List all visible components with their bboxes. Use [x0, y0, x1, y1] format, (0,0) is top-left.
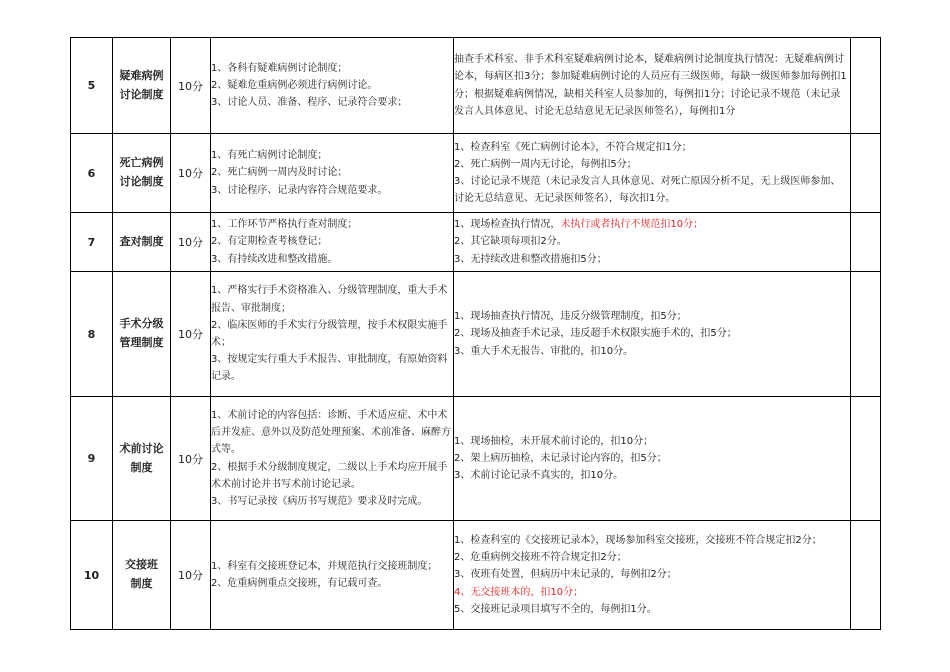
item-name: 交接班 制度	[113, 521, 171, 630]
table-row	[71, 521, 881, 630]
item-name: 术前讨论 制度	[113, 397, 171, 521]
row-number: 8	[71, 272, 113, 397]
score: 10分	[171, 134, 211, 213]
criteria-text: 1、检查科室的《交接班记录本》，现场参加科室交接班，交接班不符合规定扣2分； 2、危重病例交接班不符合规定扣2分； 3、夜班有处置，但病历中未记录的，每例扣2分； 4、无交接班本的，扣10分； 5、交接班记录项目填写不全的，每例扣1分。	[454, 521, 851, 630]
standard-text: 1、科室有交接班登记本，并规范执行交接班制度； 2、危重病例重点交接班，有记载可查。	[211, 521, 454, 630]
score: 10分	[171, 38, 211, 134]
item-name: 疑难病例 讨论制度	[113, 38, 171, 134]
score: 10分	[171, 272, 211, 397]
standard-text: 1、各科有疑难病例讨论制度； 2、疑难危重病例必须进行病例讨论。 3、讨论人员、准备、程序、记录符合要求；	[211, 38, 454, 134]
criteria-text: 抽查手术科室、非手术科室疑难病例讨论本，疑难病例讨论制度执行情况：无疑难病例讨论本，每病区扣3分；参加疑难病例讨论的人员应有三级医师，每缺一级医师参加每例扣1分；根据疑难病例情况，缺相关科室人员参加的，每例扣1分；讨论记录不规范（未记录发言人具体意见、讨论无总结意见无记录医师签名），每例扣1分	[454, 38, 851, 134]
row-number: 5	[71, 38, 113, 134]
standard-text: 1、工作环节严格执行查对制度； 2、有定期检查考核登记； 3、有持续改进和整改措施。	[211, 213, 454, 272]
row-number: 6	[71, 134, 113, 213]
standard-text: 1、术前讨论的内容包括：诊断、手术适应症、术中术后并发症、意外以及防范处理预案、术前准备、麻醉方式等。 2、根据手术分级制度规定，二级以上手术均应开展手术术前讨论并书写术前讨论记录。 3、书写记录按《病历书写规范》要求及时完成。	[211, 397, 454, 521]
empty-cell	[851, 134, 881, 213]
row-number: 7	[71, 213, 113, 272]
standard-text: 1、严格实行手术资格准入、分级管理制度，重大手术报告、审批制度； 2、临床医师的手术实行分级管理，按手术权限实施手术； 3、按规定实行重大手术报告、审批制度，有原始资料记录。	[211, 272, 454, 397]
item-name: 死亡病例 讨论制度	[113, 134, 171, 213]
empty-cell	[851, 213, 881, 272]
criteria-text: 1、现场抽查执行情况，违反分级管理制度，扣5分； 2、现场及抽查手术记录，违反超手术权限实施手术的，扣5分； 3、重大手术无报告、审批的，扣10分。	[454, 272, 851, 397]
table-row	[71, 213, 881, 272]
score: 10分	[171, 397, 211, 521]
table-row	[71, 134, 881, 213]
criteria-text: 1、现场检查执行情况，未执行或者执行不规范扣10分； 2、其它缺项每项扣2分。 3、无持续改进和整改措施扣5分；	[454, 213, 851, 272]
empty-cell	[851, 521, 881, 630]
row-number: 10	[71, 521, 113, 630]
empty-cell	[851, 397, 881, 521]
criteria-text: 1、现场抽检，未开展术前讨论的，扣10分； 2、架上病历抽检，未记录讨论内容的，扣5分； 3、术前讨论记录不真实的，扣10分。	[454, 397, 851, 521]
item-name: 查对制度	[113, 213, 171, 272]
empty-cell	[851, 38, 881, 134]
item-name: 手术分级 管理制度	[113, 272, 171, 397]
table-row	[71, 272, 881, 397]
evaluation-table	[70, 37, 881, 630]
criteria-text: 1、检查科室《死亡病例讨论本》，不符合规定扣1分； 2、死亡病例一周内无讨论，每例扣5分； 3、讨论记录不规范（未记录发言人具体意见、对死亡原因分析不足，无上级医师参加、讨论无总结意见、无记录医师签名），每次扣1分。	[454, 134, 851, 213]
standard-text: 1、有死亡病例讨论制度； 2、死亡病例一周内及时讨论； 3、讨论程序、记录内容符合规范要求。	[211, 134, 454, 213]
row-number: 9	[71, 397, 113, 521]
score: 10分	[171, 213, 211, 272]
empty-cell	[851, 272, 881, 397]
score: 10分	[171, 521, 211, 630]
table-row	[71, 38, 881, 134]
table-row	[71, 397, 881, 521]
